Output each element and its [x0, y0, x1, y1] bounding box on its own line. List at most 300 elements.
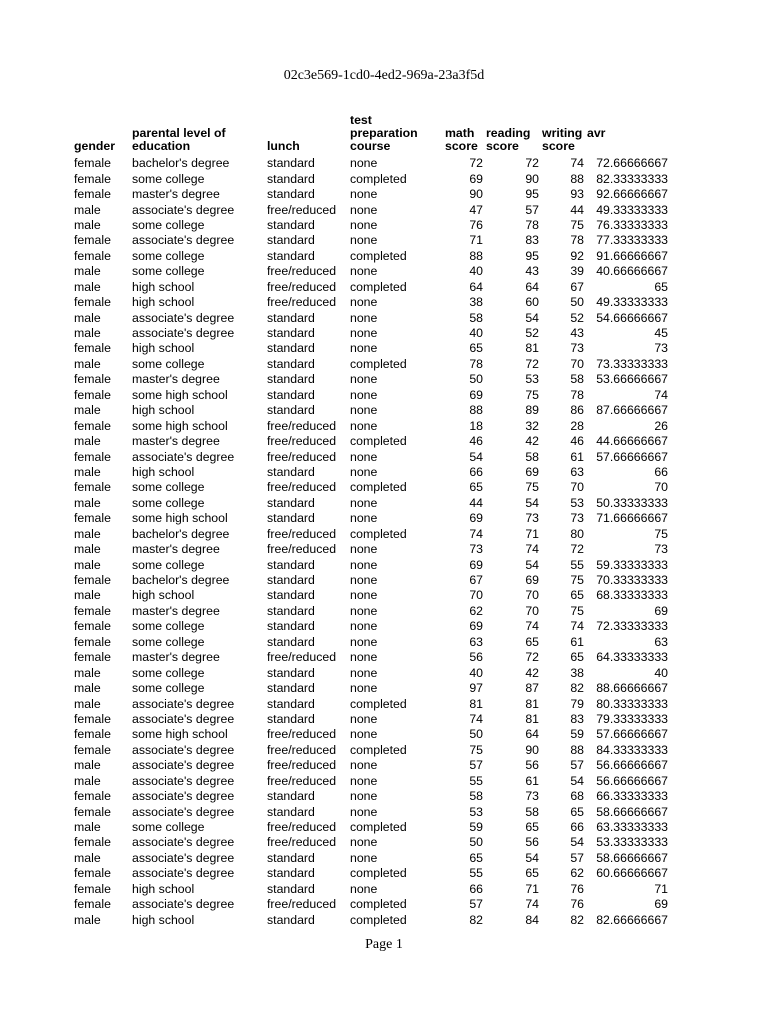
- table-row: [71, 388, 668, 403]
- table-cell: associate's degree: [132, 326, 235, 341]
- table-cell: 73: [654, 341, 668, 356]
- table-row: [71, 295, 668, 310]
- table-cell: 95: [525, 187, 539, 202]
- table-cell: male: [74, 356, 101, 371]
- table-cell: 55: [469, 866, 483, 881]
- table-cell: female: [74, 881, 111, 896]
- table-cell: 49.33333333: [596, 202, 668, 217]
- table-row: [71, 897, 668, 912]
- table-cell: male: [74, 557, 101, 572]
- table-cell: 72.66666667: [596, 156, 668, 171]
- table-cell: female: [74, 511, 111, 526]
- table-cell: 70: [525, 603, 539, 618]
- table-cell: 50: [469, 372, 483, 387]
- table-cell: 57.66666667: [596, 449, 668, 464]
- table-cell: 84: [525, 912, 539, 927]
- table-cell: 64: [525, 727, 539, 742]
- table-cell: master's degree: [132, 603, 220, 618]
- table-cell: associate's degree: [132, 233, 235, 248]
- table-cell: associate's degree: [132, 789, 235, 804]
- table-cell: male: [74, 434, 101, 449]
- header-cell: writing score: [542, 126, 583, 153]
- table-cell: 84.33333333: [596, 742, 668, 757]
- table-cell: 65: [570, 588, 584, 603]
- table-cell: standard: [267, 881, 315, 896]
- table-cell: 73: [654, 542, 668, 557]
- table-row: [71, 712, 668, 727]
- table-cell: 74: [469, 526, 483, 541]
- table-cell: none: [350, 711, 378, 726]
- table-cell: 92: [570, 248, 584, 263]
- table-cell: 38: [570, 665, 584, 680]
- table-cell: male: [74, 464, 101, 479]
- table-cell: 89: [525, 403, 539, 418]
- table-cell: male: [74, 588, 101, 603]
- table-cell: 95: [525, 248, 539, 263]
- table-cell: 72: [469, 156, 483, 171]
- table-cell: standard: [267, 217, 315, 232]
- table-cell: 74: [570, 619, 584, 634]
- table-cell: 71.66666667: [596, 511, 668, 526]
- table-cell: some college: [132, 264, 205, 279]
- table-row: [71, 372, 668, 387]
- table-cell: standard: [267, 326, 315, 341]
- table-cell: 70: [469, 588, 483, 603]
- table-row: [71, 789, 668, 804]
- table-cell: 66: [570, 820, 584, 835]
- table-row: [71, 403, 668, 418]
- table-cell: 76: [570, 881, 584, 896]
- table-cell: master's degree: [132, 187, 220, 202]
- table-cell: associate's degree: [132, 835, 235, 850]
- table-cell: 32: [525, 418, 539, 433]
- table-cell: 74: [525, 542, 539, 557]
- table-cell: some college: [132, 217, 205, 232]
- table-body: [71, 156, 668, 928]
- table-cell: associate's degree: [132, 850, 235, 865]
- table-cell: standard: [267, 171, 315, 186]
- table-cell: some college: [132, 248, 205, 263]
- table-cell: 91.66666667: [596, 248, 668, 263]
- table-cell: 53: [525, 372, 539, 387]
- table-cell: standard: [267, 356, 315, 371]
- table-cell: 50: [469, 835, 483, 850]
- table-cell: high school: [132, 341, 195, 356]
- table-cell: female: [74, 341, 111, 356]
- table-cell: none: [350, 341, 378, 356]
- table-cell: female: [74, 248, 111, 263]
- table-cell: completed: [350, 696, 407, 711]
- header-cell: lunch: [267, 139, 300, 153]
- table-cell: standard: [267, 912, 315, 927]
- table-cell: standard: [267, 665, 315, 680]
- table-cell: female: [74, 634, 111, 649]
- table-cell: 65: [570, 804, 584, 819]
- table-cell: free/reduced: [267, 542, 337, 557]
- table-cell: 49.33333333: [596, 295, 668, 310]
- table-cell: completed: [350, 820, 407, 835]
- table-cell: 61: [570, 634, 584, 649]
- table-row: [71, 866, 668, 881]
- table-cell: 72.33333333: [596, 619, 668, 634]
- table-cell: none: [350, 573, 378, 588]
- table-row: [71, 280, 668, 295]
- table-cell: some high school: [132, 511, 228, 526]
- table-cell: 65: [469, 850, 483, 865]
- table-cell: female: [74, 233, 111, 248]
- data-table: [71, 98, 668, 928]
- table-cell: male: [74, 850, 101, 865]
- table-cell: high school: [132, 912, 195, 927]
- table-cell: 88: [469, 248, 483, 263]
- table-cell: 39: [570, 264, 584, 279]
- table-cell: standard: [267, 341, 315, 356]
- table-cell: free/reduced: [267, 202, 337, 217]
- table-cell: male: [74, 264, 101, 279]
- table-cell: 76: [469, 217, 483, 232]
- table-cell: 70: [570, 356, 584, 371]
- table-cell: standard: [267, 603, 315, 618]
- table-row: [71, 527, 668, 542]
- table-cell: 74: [525, 897, 539, 912]
- table-cell: 74: [469, 711, 483, 726]
- table-cell: 88: [570, 171, 584, 186]
- table-cell: male: [74, 279, 101, 294]
- table-row: [71, 604, 668, 619]
- table-cell: high school: [132, 403, 195, 418]
- table-cell: 53.33333333: [596, 835, 668, 850]
- table-cell: 46: [469, 434, 483, 449]
- table-cell: 70.33333333: [596, 573, 668, 588]
- table-cell: female: [74, 835, 111, 850]
- table-cell: some high school: [132, 727, 228, 742]
- table-cell: 44: [469, 495, 483, 510]
- table-cell: male: [74, 403, 101, 418]
- table-cell: 75: [525, 480, 539, 495]
- table-cell: standard: [267, 681, 315, 696]
- table-cell: standard: [267, 588, 315, 603]
- table-cell: none: [350, 326, 378, 341]
- table-cell: high school: [132, 279, 195, 294]
- table-row: [71, 187, 668, 202]
- table-cell: 57: [525, 202, 539, 217]
- table-cell: completed: [350, 279, 407, 294]
- table-cell: 56.66666667: [596, 758, 668, 773]
- table-cell: associate's degree: [132, 897, 235, 912]
- table-cell: female: [74, 789, 111, 804]
- table-cell: 73: [525, 511, 539, 526]
- table-cell: female: [74, 449, 111, 464]
- table-cell: standard: [267, 248, 315, 263]
- table-cell: 93: [570, 187, 584, 202]
- table-cell: female: [74, 711, 111, 726]
- table-cell: 58: [525, 804, 539, 819]
- table-row: [71, 635, 668, 650]
- table-cell: none: [350, 310, 378, 325]
- table-cell: 82: [570, 681, 584, 696]
- table-cell: standard: [267, 187, 315, 202]
- table-cell: 63: [469, 634, 483, 649]
- table-cell: 69: [469, 387, 483, 402]
- table-cell: 58.66666667: [596, 804, 668, 819]
- table-cell: female: [74, 742, 111, 757]
- table-cell: 81: [525, 341, 539, 356]
- table-cell: male: [74, 820, 101, 835]
- table-cell: high school: [132, 295, 195, 310]
- table-cell: female: [74, 650, 111, 665]
- table-cell: free/reduced: [267, 295, 337, 310]
- table-cell: 75: [469, 742, 483, 757]
- table-cell: standard: [267, 511, 315, 526]
- table-cell: completed: [350, 912, 407, 927]
- table-cell: free/reduced: [267, 742, 337, 757]
- table-cell: 54: [570, 773, 584, 788]
- table-cell: completed: [350, 742, 407, 757]
- table-cell: some high school: [132, 387, 228, 402]
- table-cell: 69: [469, 171, 483, 186]
- table-cell: 72: [525, 156, 539, 171]
- table-row: [71, 696, 668, 711]
- table-row: [71, 758, 668, 773]
- table-row: [71, 434, 668, 449]
- table-cell: none: [350, 603, 378, 618]
- table-cell: female: [74, 187, 111, 202]
- table-cell: standard: [267, 619, 315, 634]
- table-row: [71, 882, 668, 897]
- table-cell: free/reduced: [267, 727, 337, 742]
- table-cell: associate's degree: [132, 804, 235, 819]
- table-row: [71, 264, 668, 279]
- table-row: [71, 557, 668, 572]
- table-cell: none: [350, 495, 378, 510]
- table-cell: 73: [570, 511, 584, 526]
- table-cell: 44.66666667: [596, 434, 668, 449]
- table-cell: none: [350, 681, 378, 696]
- table-row: [71, 233, 668, 248]
- table-cell: free/reduced: [267, 480, 337, 495]
- table-cell: none: [350, 727, 378, 742]
- table-cell: 56: [469, 650, 483, 665]
- table-cell: associate's degree: [132, 773, 235, 788]
- table-cell: 75: [525, 387, 539, 402]
- table-cell: female: [74, 418, 111, 433]
- table-cell: 55: [469, 773, 483, 788]
- table-cell: 81: [469, 696, 483, 711]
- table-cell: 58: [570, 372, 584, 387]
- table-cell: female: [74, 804, 111, 819]
- table-cell: none: [350, 511, 378, 526]
- table-cell: none: [350, 634, 378, 649]
- table-cell: some college: [132, 557, 205, 572]
- table-row: [71, 496, 668, 511]
- table-cell: standard: [267, 557, 315, 572]
- table-cell: 75: [570, 603, 584, 618]
- table-cell: 46: [570, 434, 584, 449]
- table-cell: standard: [267, 696, 315, 711]
- table-cell: 40: [469, 264, 483, 279]
- table-cell: 75: [570, 217, 584, 232]
- table-cell: standard: [267, 789, 315, 804]
- table-cell: 73.33333333: [596, 356, 668, 371]
- table-cell: female: [74, 727, 111, 742]
- table-cell: female: [74, 156, 111, 171]
- table-cell: 90: [525, 171, 539, 186]
- header-cell: math score: [445, 126, 478, 153]
- table-cell: master's degree: [132, 650, 220, 665]
- table-cell: 58: [469, 789, 483, 804]
- table-cell: 69: [469, 511, 483, 526]
- table-cell: standard: [267, 573, 315, 588]
- table-cell: 18: [469, 418, 483, 433]
- table-cell: 56: [525, 835, 539, 850]
- table-cell: associate's degree: [132, 310, 235, 325]
- table-cell: bachelor's degree: [132, 156, 230, 171]
- table-row: [71, 310, 668, 325]
- table-cell: 69: [525, 573, 539, 588]
- table-cell: standard: [267, 464, 315, 479]
- table-row: [71, 665, 668, 680]
- table-cell: standard: [267, 711, 315, 726]
- table-cell: 59.33333333: [596, 557, 668, 572]
- table-cell: master's degree: [132, 372, 220, 387]
- table-cell: 62: [570, 866, 584, 881]
- table-cell: standard: [267, 310, 315, 325]
- table-cell: completed: [350, 171, 407, 186]
- table-cell: 50: [570, 295, 584, 310]
- table-cell: 82.66666667: [596, 912, 668, 927]
- table-cell: free/reduced: [267, 449, 337, 464]
- table-cell: 64: [525, 279, 539, 294]
- table-cell: 56.66666667: [596, 773, 668, 788]
- table-cell: none: [350, 403, 378, 418]
- table-cell: free/reduced: [267, 758, 337, 773]
- table-cell: 54: [525, 850, 539, 865]
- table-cell: 43: [525, 264, 539, 279]
- table-cell: free/reduced: [267, 279, 337, 294]
- table-cell: master's degree: [132, 434, 220, 449]
- table-cell: 86: [570, 403, 584, 418]
- table-row: [71, 804, 668, 819]
- table-cell: 65: [525, 866, 539, 881]
- table-cell: 70: [654, 480, 668, 495]
- table-cell: none: [350, 557, 378, 572]
- table-cell: 53.66666667: [596, 372, 668, 387]
- table-cell: some college: [132, 480, 205, 495]
- table-cell: 54.66666667: [596, 310, 668, 325]
- table-cell: completed: [350, 526, 407, 541]
- table-row: [71, 357, 668, 372]
- table-row: [71, 480, 668, 495]
- table-cell: 92.66666667: [596, 187, 668, 202]
- table-cell: none: [350, 881, 378, 896]
- table-cell: completed: [350, 866, 407, 881]
- table-cell: 70: [570, 480, 584, 495]
- table-cell: some high school: [132, 418, 228, 433]
- table-cell: 54: [570, 835, 584, 850]
- header-row: [71, 98, 668, 156]
- table-cell: 74: [570, 156, 584, 171]
- table-cell: free/reduced: [267, 820, 337, 835]
- table-cell: female: [74, 295, 111, 310]
- table-cell: 71: [525, 881, 539, 896]
- table-cell: 69: [654, 897, 668, 912]
- table-cell: none: [350, 418, 378, 433]
- table-row: [71, 835, 668, 850]
- table-cell: none: [350, 835, 378, 850]
- table-cell: completed: [350, 480, 407, 495]
- table-row: [71, 418, 668, 433]
- table-cell: 57: [570, 758, 584, 773]
- table-cell: 78: [570, 233, 584, 248]
- table-cell: 57: [570, 850, 584, 865]
- table-cell: male: [74, 542, 101, 557]
- table-cell: 74: [525, 619, 539, 634]
- table-cell: none: [350, 619, 378, 634]
- table-cell: 50: [469, 727, 483, 742]
- header-cell: reading score: [486, 126, 531, 153]
- table-cell: 40: [469, 665, 483, 680]
- table-row: [71, 511, 668, 526]
- table-cell: standard: [267, 634, 315, 649]
- table-cell: 62: [469, 603, 483, 618]
- table-cell: 72: [525, 356, 539, 371]
- table-cell: 65: [469, 341, 483, 356]
- table-cell: 54: [525, 310, 539, 325]
- page-number: Page 1: [365, 937, 403, 952]
- table-cell: 88.66666667: [596, 681, 668, 696]
- header-cell: parental level of education: [132, 126, 226, 153]
- table-cell: 67: [570, 279, 584, 294]
- table-cell: 42: [525, 434, 539, 449]
- table-cell: high school: [132, 464, 195, 479]
- table-cell: 54: [469, 449, 483, 464]
- table-cell: none: [350, 372, 378, 387]
- table-cell: 63.33333333: [596, 820, 668, 835]
- table-cell: 42: [525, 665, 539, 680]
- table-cell: 45: [654, 326, 668, 341]
- table-cell: none: [350, 202, 378, 217]
- table-row: [71, 743, 668, 758]
- table-cell: female: [74, 171, 111, 186]
- table-cell: 64.33333333: [596, 650, 668, 665]
- table-cell: standard: [267, 156, 315, 171]
- table-cell: 61: [525, 773, 539, 788]
- table-cell: 59: [570, 727, 584, 742]
- table-cell: none: [350, 233, 378, 248]
- table-cell: 65: [469, 480, 483, 495]
- table-cell: 68: [570, 789, 584, 804]
- table-cell: female: [74, 573, 111, 588]
- table-cell: 61: [570, 449, 584, 464]
- table-row: [71, 202, 668, 217]
- table-cell: associate's degree: [132, 758, 235, 773]
- table-cell: standard: [267, 233, 315, 248]
- table-cell: free/reduced: [267, 773, 337, 788]
- table-row: [71, 449, 668, 464]
- table-cell: 75: [570, 573, 584, 588]
- table-cell: 69: [654, 603, 668, 618]
- table-cell: bachelor's degree: [132, 573, 230, 588]
- table-cell: none: [350, 804, 378, 819]
- table-cell: 54: [525, 495, 539, 510]
- table-cell: some college: [132, 681, 205, 696]
- table-cell: 65: [525, 634, 539, 649]
- table-cell: 50.33333333: [596, 495, 668, 510]
- table-cell: 73: [570, 341, 584, 356]
- table-cell: 87: [525, 681, 539, 696]
- table-cell: 57: [469, 897, 483, 912]
- table-cell: 76: [570, 897, 584, 912]
